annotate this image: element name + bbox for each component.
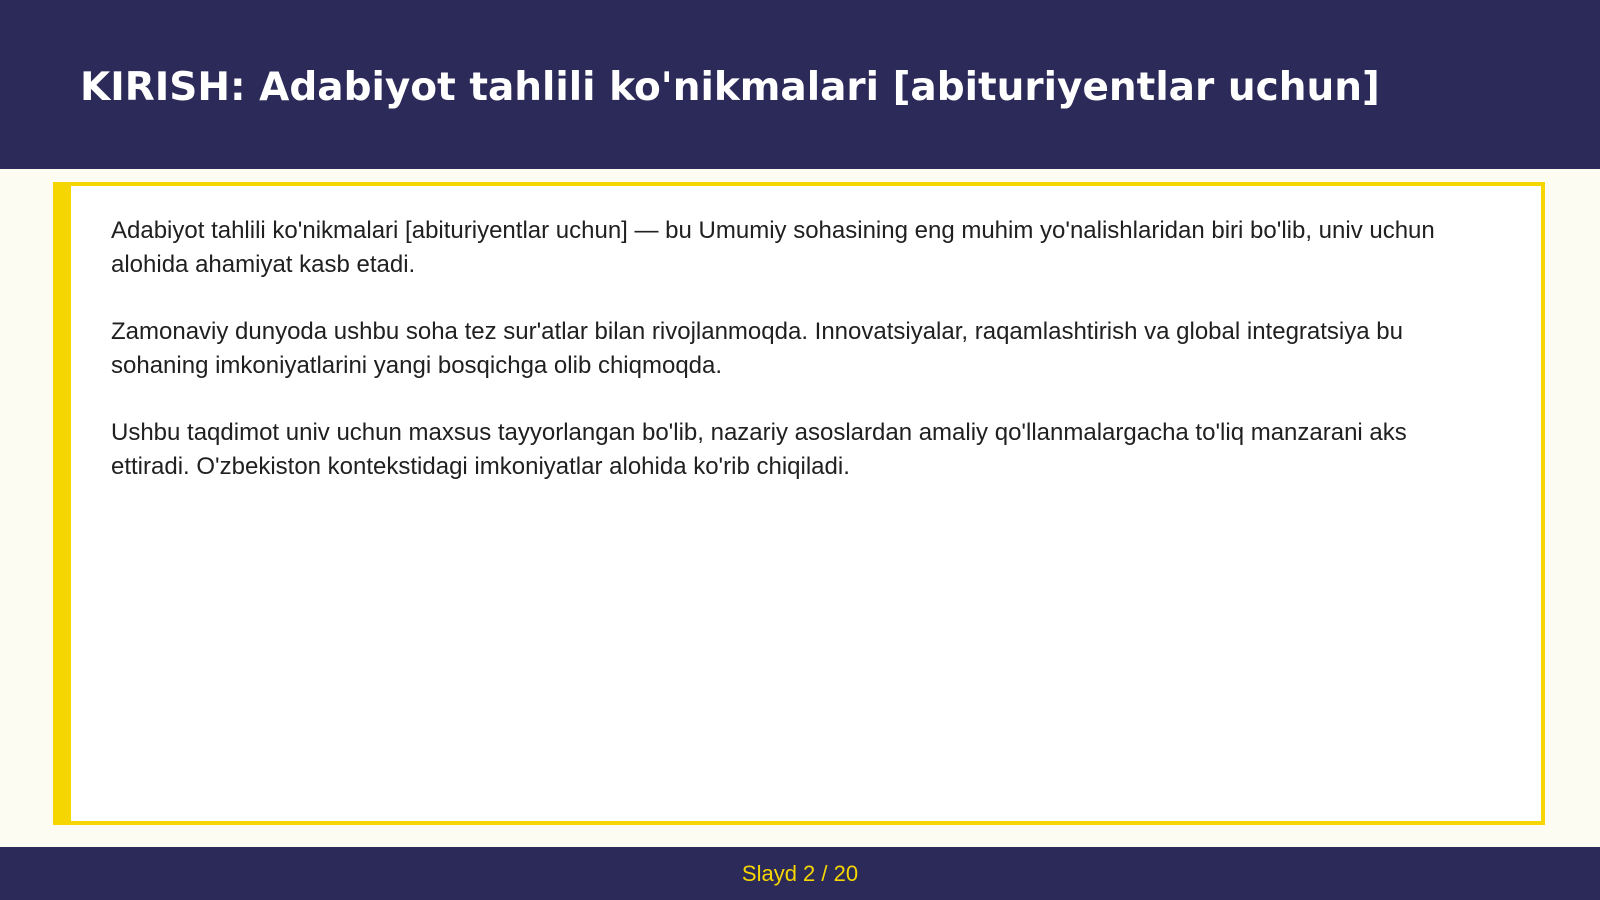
slide-title: KIRISH: Adabiyot tahlili ko'nikmalari [abituriyentlar uchun] <box>80 65 1380 110</box>
slide-footer <box>0 847 1600 900</box>
slide-counter: Slayd 2 / 20 <box>741 860 859 886</box>
paragraph-modern-world: Zamonaviy dunyoda ushbu soha tez sur'atlar bilan rivojlanmoqda. Innovatsiyalar, raqamlashtirish va global integratsiya bu sohaning imkoniyatlarini yangi bosqichga olib chiqmoqda. <box>111 318 1403 379</box>
paragraph-intro: Adabiyot tahlili ko'nikmalari [abituriyentlar uchun] — bu Umumiy sohasining eng muhim yo'nalishlaridan biri bo'lib, univ uchun alohida ahamiyat kasb etadi. <box>111 217 1435 278</box>
content-card <box>53 182 1545 825</box>
content-text <box>111 214 1483 517</box>
paragraph-presentation: Ushbu taqdimot univ uchun maxsus tayyorlangan bo'lib, nazariy asoslardan amaliy qo'llanmalargacha to'liq manzarani aks ettiradi. O'zbekiston kontekstidagi imkoniyatlar alohida ko'rib chiqiladi. <box>111 419 1407 480</box>
slide-header <box>0 0 1600 169</box>
